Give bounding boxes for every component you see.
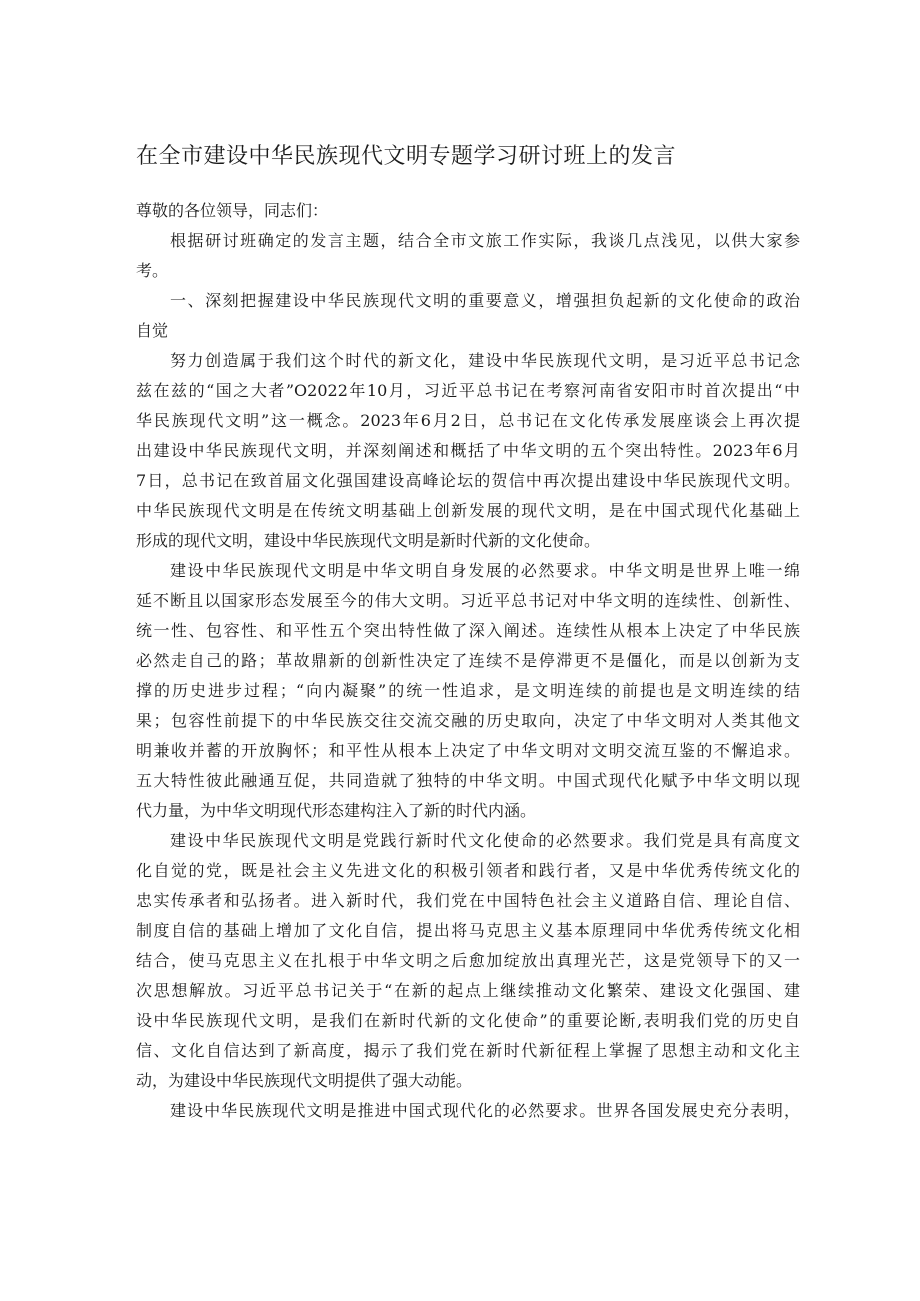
paragraph-line: 次思想解放。习近平总书记关于“在新的起点上继续推动文化繁荣、建设文化强国、建: [136, 981, 800, 1000]
paragraph-line: 根据研讨班确定的发言主题，结合全市文旅工作实际，我谈几点浅见，以供大家参: [170, 231, 800, 250]
paragraph-line: 忠实传承者和弘扬者。进入新时代，我们党在中国特色社会主义道路自信、理论自信、: [136, 891, 800, 910]
paragraph-line: 撑的历史进步过程；“向内凝聚”的统一性追求，是文明连续的前提也是文明连续的结: [136, 681, 800, 700]
document-body: [136, 196, 800, 1126]
paragraph-line: 建设中华民族现代文明是党践行新时代文化使命的必然要求。我们党是具有高度文: [170, 831, 800, 850]
paragraph-line: 延不断且以国家形态发展至今的伟大文明。习近平总书记对中华文明的连续性、创新性、: [136, 591, 800, 610]
paragraph-line: 形成的现代文明，建设中华民族现代文明是新时代新的文化使命。: [136, 531, 601, 550]
paragraph-line: 代力量，为中华文明现代形态建构注入了新的时代内涵。: [136, 801, 537, 820]
paragraph-line: 兹在兹的“国之大者”O2022年10月，习近平总书记在考察河南省安阳市时首次提出“中: [136, 381, 800, 400]
paragraph-line: 必然走自己的路；革故鼎新的创新性决定了连续不是停滞更不是僵化，而是以创新为支: [136, 651, 800, 670]
paragraph-line: 努力创造属于我们这个时代的新文化，建设中华民族现代文明，是习近平总书记念: [170, 351, 800, 370]
paragraph-line: 建设中华民族现代文明是推进中国式现代化的必然要求。世界各国发展史充分表明，: [170, 1101, 800, 1120]
paragraph-line: 建设中华民族现代文明是中华文明自身发展的必然要求。中华文明是世界上唯一绵: [170, 561, 800, 580]
body-paragraph: [136, 556, 800, 826]
paragraph-line: 设中华民族现代文明，是我们在新时代新的文化使命”的重要论断,表明我们党的历史自: [136, 1011, 800, 1030]
paragraph-line: 中华民族现代文明是在传统文明基础上创新发展的现代文明，是在中国式现代化基础上: [136, 501, 800, 520]
paragraph-line: 考。: [136, 261, 169, 280]
paragraph-line: 动，为建设中华民族现代文明提供了强大动能。: [136, 1071, 473, 1090]
paragraph-line: 果；包容性前提下的中华民族交往交流交融的历史取向，决定了中华文明对人类其他文: [136, 711, 800, 730]
salutation: 尊敬的各位领导，同志们：: [136, 201, 329, 220]
paragraph-line: 制度自信的基础上增加了文化自信，提出将马克思主义基本原理同中华优秀传统文化相: [136, 921, 800, 940]
paragraph-line: 华民族现代文明”这一概念。2023年6月2日，总书记在文化传承发展座谈会上再次提: [136, 411, 800, 430]
body-paragraph: [136, 826, 800, 1096]
paragraph-line: 7日，总书记在致首届文化强国建设高峰论坛的贺信中再次提出建设中华民族现代文明。: [136, 471, 800, 490]
paragraph-line: 结合，使马克思主义在扎根于中华文明之后愈加绽放出真理光芒，这是党领导下的又一: [136, 951, 800, 970]
paragraph-line: 自觉: [136, 321, 169, 340]
paragraph-line: 明兼收并蓄的开放胸怀；和平性从根本上决定了中华文明对文明交流互鉴的不懈追求。: [136, 741, 800, 760]
paragraph-line: 信、文化自信达到了新高度，揭示了我们党在新时代新征程上掌握了思想主动和文化主: [136, 1041, 800, 1060]
document-title: 在全市建设中华民族现代文明专题学习研讨班上的发言: [136, 144, 677, 169]
body-paragraph: [136, 226, 800, 286]
body-paragraph: [136, 286, 800, 346]
paragraph-line: 一、深刻把握建设中华民族现代文明的重要意义，增强担负起新的文化使命的政治: [170, 291, 800, 310]
paragraph-line: 统一性、包容性、和平性五个突出特性做了深入阐述。连续性从根本上决定了中华民族: [136, 621, 800, 640]
body-paragraph: [136, 346, 800, 556]
paragraph-line: 出建设中华民族现代文明，并深刻阐述和概括了中华文明的五个突出特性。2023年6月: [136, 441, 800, 460]
paragraph-line: 化自觉的党，既是社会主义先进文化的积极引领者和践行者，又是中华优秀传统文化的: [136, 861, 800, 880]
body-paragraph: [136, 1096, 800, 1126]
paragraph-line: 五大特性彼此融通互促，共同造就了独特的中华文明。中国式现代化赋予中华文明以现: [136, 771, 800, 790]
